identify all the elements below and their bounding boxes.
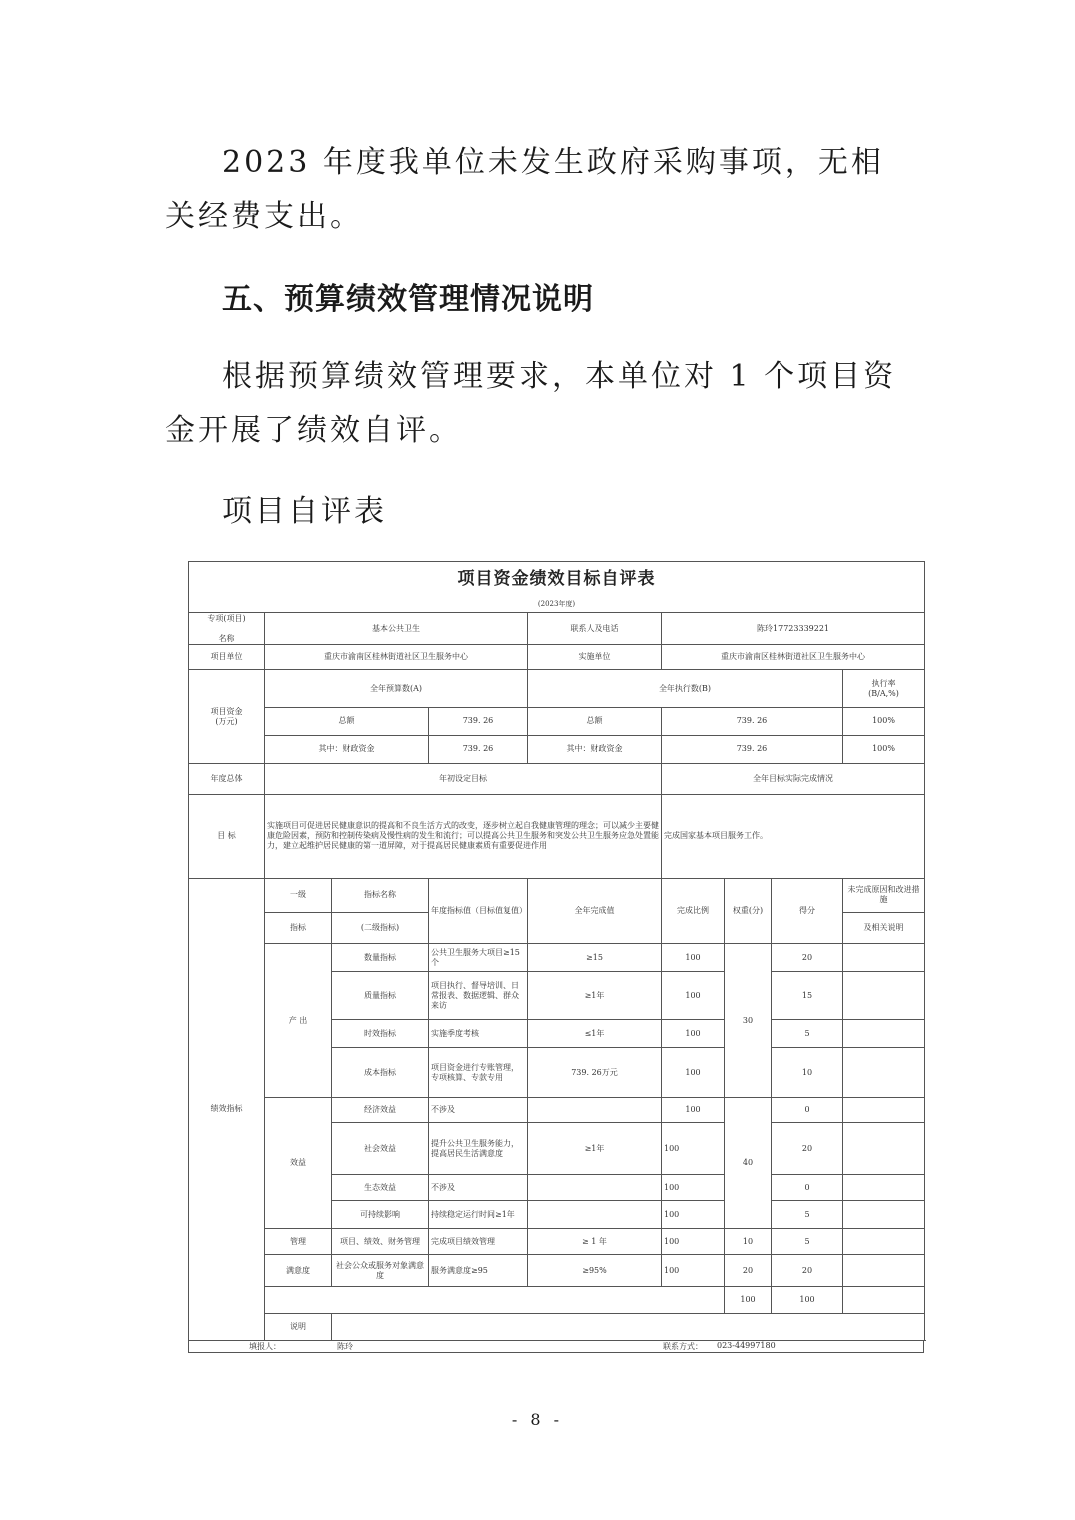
total-row-blank: [265, 1286, 725, 1313]
indicator-done: ≥15: [528, 944, 662, 972]
form-year: (2023年度): [189, 597, 925, 613]
fiscal-exec: 739. 26: [662, 735, 843, 763]
total-label-exec: 总额: [528, 707, 662, 735]
indicator-score: 20: [772, 1123, 843, 1175]
indicator-ratio: 100: [662, 1098, 725, 1123]
unit-label: 项目单位: [189, 645, 265, 670]
filler-row: [188, 1341, 924, 1353]
indicator-done: [528, 1201, 662, 1229]
initial-target-header: 年初设定目标: [265, 763, 662, 794]
fiscal-budget: 739. 26: [429, 735, 528, 763]
fiscal-label-exec: 其中：财政资金: [528, 735, 662, 763]
indicator-done: ≥1年: [528, 972, 662, 1020]
indicator-score: 10: [772, 1048, 843, 1098]
indicator-ratio: 100: [662, 1123, 725, 1175]
budget-header: 全年预算数(A): [265, 670, 528, 707]
contact-value: 陈玲17723339221: [662, 613, 925, 645]
section-heading: 五、预算绩效管理情况说明: [222, 282, 594, 317]
self-evaluation-form: [188, 561, 924, 1353]
indicator-done: [528, 1175, 662, 1201]
total-reason: [843, 1286, 925, 1313]
indicator-ratio: 100: [662, 1175, 725, 1201]
total-label: 总额: [265, 707, 429, 735]
total-score: 100: [772, 1286, 843, 1313]
header-completion: 全年完成值: [528, 878, 662, 944]
indicator-name: 社会公众或服务对象满意度: [332, 1255, 429, 1286]
output-weight: 30: [725, 944, 772, 1098]
indicator-ratio: 100: [662, 1048, 725, 1098]
indicator-reason: [843, 944, 925, 972]
indicator-score: 0: [772, 1175, 843, 1201]
indicator-done: ≤1年: [528, 1020, 662, 1048]
indicator-name: 时效指标: [332, 1020, 429, 1048]
impl-label: 实施单位: [528, 645, 662, 670]
evaluation-table: [188, 561, 925, 1341]
indicator-score: 5: [772, 1020, 843, 1048]
target-text: 实施项目可促进居民健康意识的提高和不良生活方式的改变，逐步树立起自我健康管理的理念；可以减少主要健康危险因素，预防和控制传染病及慢性病的发生和流行；可以提高公共卫生服务和突发公共卫生服务应急处置能力，建立起维护居民健康的第一道屏障，对于提高居民健康素质有重要促进作用: [265, 795, 662, 878]
fiscal-rate: 100%: [843, 735, 925, 763]
indicator-done: ≥1年: [528, 1123, 662, 1175]
indicator-target: 不涉及: [429, 1175, 528, 1201]
impl-value: 重庆市渝南区桂林街道社区卫生服务中心: [662, 645, 925, 670]
benefit-weight: 40: [725, 1098, 772, 1229]
indicator-ratio: 100: [662, 972, 725, 1020]
indicator-target: 服务满意度≥95: [429, 1255, 528, 1286]
category-output: 产 出: [265, 944, 332, 1098]
filler-label: 填报人：: [249, 1342, 281, 1351]
total-rate: 100%: [843, 707, 925, 735]
indicator-done: [528, 1098, 662, 1123]
indicator-done: 739. 26万元: [528, 1048, 662, 1098]
indicator-name: 数量指标: [332, 944, 429, 972]
actual-header: 全年目标实际完成情况: [662, 763, 925, 794]
indicator-ratio: 100: [662, 1255, 725, 1286]
table-caption: 项目自评表: [222, 494, 387, 529]
header-reason-b: 及相关说明: [843, 912, 925, 943]
header-ratio: 完成比例: [662, 878, 725, 944]
indicator-target: 项目执行、督导培训、日常报表、数据逻辑、群众来访: [429, 972, 528, 1020]
header-target: 年度指标值（目标值复值）: [429, 878, 528, 944]
notes-value: [332, 1313, 925, 1340]
indicator-target: 项目资金进行专账管理，专项核算、专款专用: [429, 1048, 528, 1098]
indicator-reason: [843, 1123, 925, 1175]
indicator-name: 项目、绩效、财务管理: [332, 1229, 429, 1255]
contact-label: 联系人及电话: [528, 613, 662, 645]
rate-header: 执行率 (B/A,%): [843, 670, 925, 707]
header-weight: 权重(分): [725, 878, 772, 944]
project-label: 专项(项目) 名称: [189, 613, 265, 645]
header-name-b: (二级指标): [332, 912, 429, 943]
indicator-score: 15: [772, 972, 843, 1020]
form-title: 项目资金绩效目标自评表: [189, 562, 925, 597]
indicator-score: 20: [772, 944, 843, 972]
fiscal-label: 其中：财政资金: [265, 735, 429, 763]
indicator-name: 社会效益: [332, 1123, 429, 1175]
indicator-name: 经济效益: [332, 1098, 429, 1123]
category-benefit: 效益: [265, 1098, 332, 1229]
indicator-reason: [843, 1020, 925, 1048]
indicator-name: 质量指标: [332, 972, 429, 1020]
filler-contact-label: 联系方式：: [663, 1342, 703, 1351]
indicator-ratio: 100: [662, 1201, 725, 1229]
indicator-target: 不涉及: [429, 1098, 528, 1123]
notes-label: 说明: [265, 1313, 332, 1340]
indicator-reason: [843, 972, 925, 1020]
total-budget: 739. 26: [429, 707, 528, 735]
performance-paragraph: 根据预算绩效管理要求，本单位对 1 个项目资金开展了绩效自评。: [165, 359, 897, 448]
indicator-done: ≥95%: [528, 1255, 662, 1286]
category-management: 管理: [265, 1229, 332, 1255]
indicator-name: 生态效益: [332, 1175, 429, 1201]
overall-label: 年度总体: [189, 763, 265, 794]
category-satisfaction: 满意度: [265, 1255, 332, 1286]
indicator-ratio: 100: [662, 944, 725, 972]
indicator-score: 5: [772, 1229, 843, 1255]
actual-text: 完成国家基本项目服务工作。: [662, 795, 925, 878]
target-label: 目 标: [189, 795, 265, 878]
funds-label: 项目资金 (万元): [189, 670, 265, 764]
indicator-score: 20: [772, 1255, 843, 1286]
management-weight: 10: [725, 1229, 772, 1255]
indicator-reason: [843, 1229, 925, 1255]
page-number: - 8 -: [511, 1410, 564, 1429]
indicator-name: 成本指标: [332, 1048, 429, 1098]
procurement-paragraph: 2023 年度我单位未发生政府采购事项，无相关经费支出。: [165, 145, 884, 234]
indicator-target: 持续稳定运行时间≥1年: [429, 1201, 528, 1229]
header-name: 指标名称: [332, 878, 429, 912]
indicator-target: 完成项目绩效管理: [429, 1229, 528, 1255]
total-weight: 100: [725, 1286, 772, 1313]
indicator-reason: [843, 1255, 925, 1286]
indicator-ratio: 100: [662, 1229, 725, 1255]
header-score: 得分: [772, 878, 843, 944]
indicator-target: 公共卫生服务大项目≥15个: [429, 944, 528, 972]
header-reason: 未完成原因和改进措施: [843, 878, 925, 912]
indicator-reason: [843, 1048, 925, 1098]
indicator-score: 0: [772, 1098, 843, 1123]
filler-name: 陈玲: [337, 1342, 353, 1351]
indicator-ratio: 100: [662, 1020, 725, 1048]
indicator-reason: [843, 1098, 925, 1123]
indicator-target: 实施季度考核: [429, 1020, 528, 1048]
indicator-done: ≥ 1 年: [528, 1229, 662, 1255]
indicator-reason: [843, 1175, 925, 1201]
header-level1: 一级: [265, 878, 332, 912]
exec-header: 全年执行数(B): [528, 670, 843, 707]
indicator-name: 可持续影响: [332, 1201, 429, 1229]
header-level1-b: 指标: [265, 912, 332, 943]
total-exec: 739. 26: [662, 707, 843, 735]
indicator-reason: [843, 1201, 925, 1229]
satisfaction-weight: 20: [725, 1255, 772, 1286]
filler-contact-value: 023-44997180: [717, 1341, 776, 1350]
indicator-target: 提升公共卫生服务能力，提高居民生活满意度: [429, 1123, 528, 1175]
indicator-score: 5: [772, 1201, 843, 1229]
project-name: 基本公共卫生: [265, 613, 528, 645]
unit-value: 重庆市渝南区桂林街道社区卫生服务中心: [265, 645, 528, 670]
indicator-area-label: 绩效指标: [189, 878, 265, 1340]
